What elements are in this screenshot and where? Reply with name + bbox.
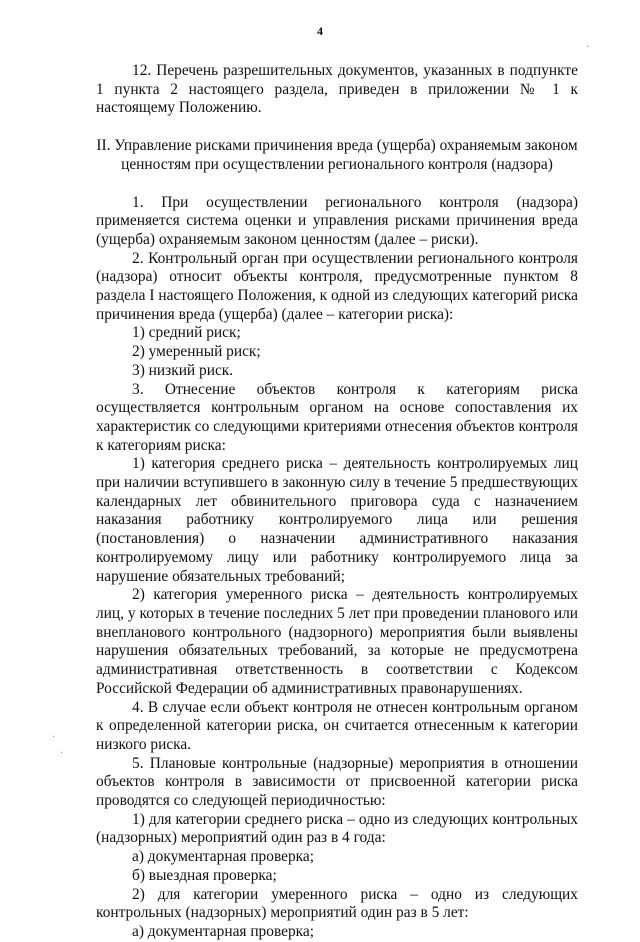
- periodicity-item: 1) для категории среднего риска – одно из следующих контрольных (надзорных) мероприятий один раз в 4 года:: [96, 810, 578, 847]
- paragraph-12: 12. Перечень разрешительных документов, указанных в подпункте 1 пункта 2 настоящего раздела, приведен в приложении № 1 к настоящему Положению.: [96, 62, 578, 117]
- section-heading: II. Управление рисками причинения вреда (ущерба) охраняемым законом ценностям при осуществлении регионального контроля (надзора): [96, 137, 578, 173]
- margin-mark: ·: [52, 732, 56, 743]
- paragraph-2: 2. Контрольный орган при осуществлении регионального контроля (надзора) относит объекты контроля, предусмотренные пунктом 8 раздела I настоящего Положения, к одной из следующих категорий риска причинения вреда (ущерба) (далее – категории риска):: [96, 249, 578, 323]
- risk-category-item: 1) средний риск;: [132, 324, 241, 342]
- paragraph-5: 5. Плановые контрольные (надзорные) мероприятия в отношении объектов контроля в зависимости от присвоенной категории риска проводятся со следующей периодичностью:: [96, 754, 578, 810]
- margin-mark: ·: [586, 42, 590, 53]
- check-type-item: б) выездная проверка;: [132, 866, 277, 884]
- criteria-item: 1) категория среднего риска – деятельность контролируемых лиц при наличии вступившего в законную силу в течение 5 предшествующих календарных лет обвинительного приговора суда с назначением наказания работнику контролируемого лица или решения (постановления) о назначении административного наказания контролируемому лицу или работнику контролируемого лица за нарушение обязательных требований;: [96, 455, 578, 585]
- criteria-item: 2) категория умеренного риска – деятельность контролируемых лиц, у которых в течение последних 5 лет при проведении планового или внепланового контрольного (надзорного) мероприятия были выявлены нарушения обязательных требований, за которые не предусмотрена административная ответственность в соответствии с Кодексом Российской Федерации об административных правонарушениях.: [96, 586, 578, 697]
- paragraph-4: 4. В случае если объект контроля не отнесен контрольным органом к определенной категории риска, он считается отнесенным к категории низкого риска.: [96, 698, 578, 753]
- paragraph-3: 3. Отнесение объектов контроля к категориям риска осуществляется контрольным органом на основе сопоставления их характеристик со следующими критериями отнесения объектов контроля к категориям риска:: [96, 380, 578, 454]
- paragraph-1: 1. При осуществлении регионального контроля (надзора) применяется система оценки и управления рисками причинения вреда (ущерба) охраняемым законом ценностям (далее – риски).: [96, 193, 578, 248]
- margin-mark: ·: [60, 748, 64, 759]
- periodicity-item: 2) для категории умеренного риска – одно из следующих контрольных (надзорных) мероприятий один раз в 5 лет:: [96, 885, 578, 922]
- check-type-item: а) документарная проверка;: [132, 922, 315, 940]
- check-type-item: а) документарная проверка;: [132, 848, 315, 866]
- risk-category-item: 2) умеренный риск;: [132, 343, 261, 361]
- risk-category-item: 3) низкий риск.: [132, 361, 234, 379]
- document-body: [96, 62, 578, 942]
- page-number: 4: [317, 24, 323, 38]
